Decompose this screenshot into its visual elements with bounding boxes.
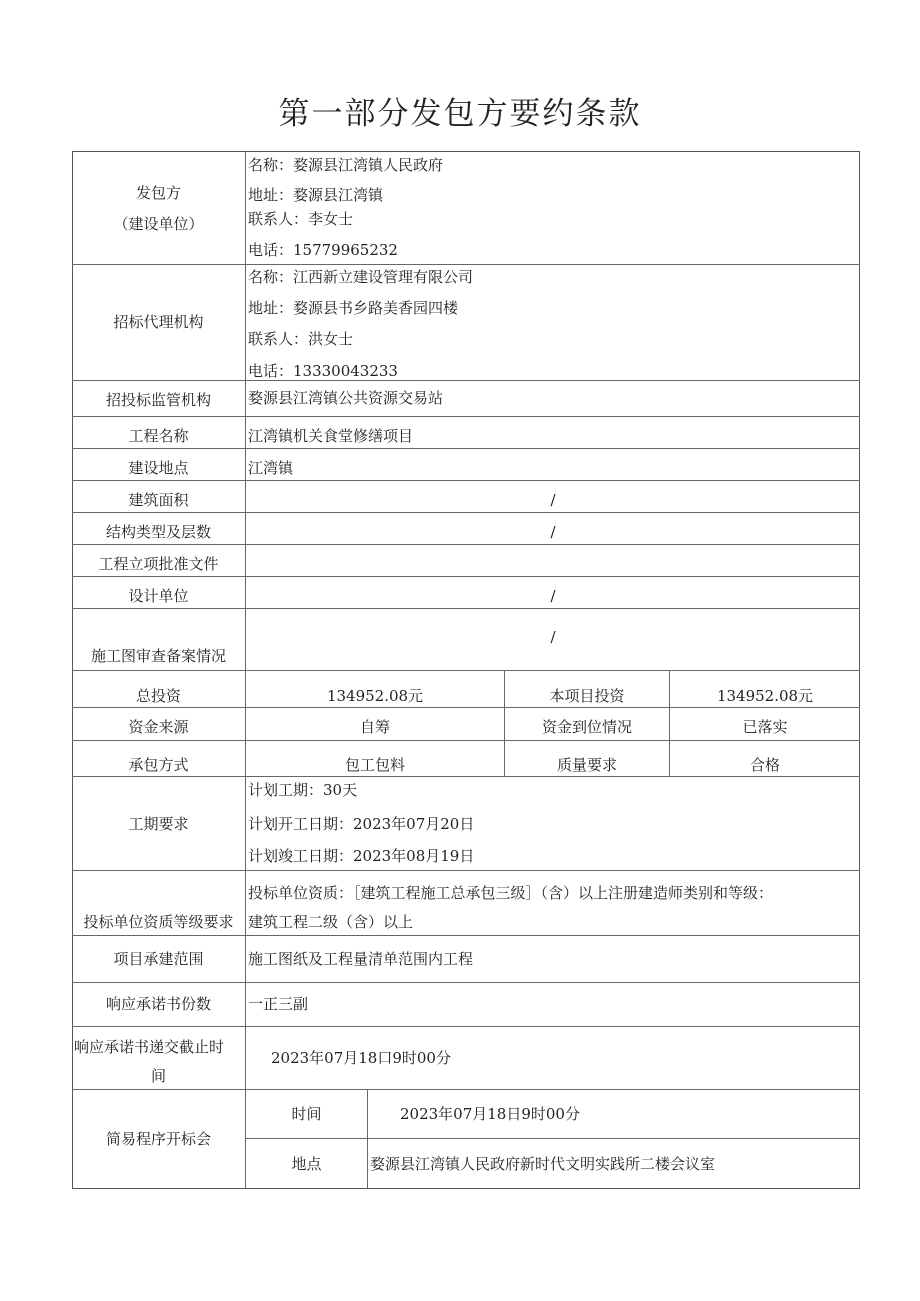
row-divider (72, 264, 860, 265)
copies-label: 响应承诺书份数 (105, 995, 211, 1013)
contract-mode-value: 包工包料 (344, 756, 405, 774)
employer-phone: 电话：15779965232 (248, 241, 398, 259)
employer-label: 发包方 (135, 184, 181, 202)
agency-phone: 电话：13330043233 (248, 362, 398, 380)
quality-value: 合格 (749, 756, 780, 774)
row-divider (72, 576, 860, 577)
funding-status-value: 已落实 (742, 718, 788, 736)
scope-value: 施工图纸及工程量清单范围内工程 (248, 950, 474, 968)
site-value: 江湾镇 (248, 459, 294, 477)
qualification-label: 投标单位资质等级要求 (83, 913, 234, 931)
employer-sublabel: （建设单位） (113, 215, 204, 233)
row-divider (72, 935, 860, 936)
approval-doc-label: 工程立项批准文件 (98, 555, 219, 573)
funding-value: 自筹 (359, 718, 390, 736)
schedule-end: 计划竣工日期：2023年08月19日 (248, 847, 475, 865)
qualification-line1: 投标单位资质：［建筑工程施工总承包三级］（含）以上注册建造师类别和等级： (248, 884, 774, 902)
schedule-duration: 计划工期：30天 (248, 781, 358, 799)
column-divider (367, 1089, 368, 1189)
deadline-label-line2: 间 (150, 1067, 166, 1085)
investment-label: 总投资 (135, 687, 181, 705)
project-name-value: 江湾镇机关食堂修缮项目 (248, 427, 414, 445)
drawing-review-value: / (550, 628, 556, 646)
agency-label: 招标代理机构 (113, 313, 204, 331)
contract-mode-label: 承包方式 (128, 756, 189, 774)
agency-name: 名称：江西新立建设管理有限公司 (248, 268, 474, 286)
copies-value: 一正三副 (248, 995, 309, 1013)
row-divider (72, 776, 860, 777)
scope-label: 项目承建范围 (113, 950, 204, 968)
deadline-label-line1: 响应承诺书递交截止时 (74, 1038, 225, 1056)
row-divider (72, 707, 860, 708)
investment-value: 134952.08元 (326, 687, 424, 705)
opening-place-label: 地点 (291, 1155, 322, 1173)
opening-label: 简易程序开标会 (105, 1130, 211, 1148)
agency-address: 地址：婺源县书乡路美香园四楼 (248, 299, 459, 317)
row-divider (72, 870, 860, 871)
schedule-label: 工期要求 (128, 815, 189, 833)
row-divider (72, 544, 860, 545)
row-divider (72, 1026, 860, 1027)
quality-label: 质量要求 (556, 756, 617, 774)
structure-label: 结构类型及层数 (105, 523, 211, 541)
project-name-label: 工程名称 (128, 427, 189, 445)
row-divider (72, 448, 860, 449)
page-title: 第一部分发包方要约条款 (278, 96, 642, 132)
floor-area-label: 建筑面积 (128, 491, 189, 509)
row-divider (72, 740, 860, 741)
employer-contact: 联系人：李女士 (248, 210, 354, 228)
deadline-value: 2023年07月18口9时00分 (271, 1049, 451, 1067)
schedule-start: 计划开工日期：2023年07月20日 (248, 815, 475, 833)
row-divider (72, 670, 860, 671)
opening-time-label: 时间 (291, 1105, 322, 1123)
column-divider (245, 151, 246, 1189)
row-divider (72, 480, 860, 481)
row-divider (72, 982, 860, 983)
project-investment-label: 本项目投资 (549, 687, 625, 705)
agency-contact: 联系人：洪女士 (248, 330, 354, 348)
designer-value: / (550, 587, 556, 605)
qualification-line2: 建筑工程二级（含）以上 (248, 913, 414, 931)
funding-status-label: 资金到位情况 (541, 718, 632, 736)
row-divider (72, 380, 860, 381)
row-divider (246, 1138, 860, 1139)
project-investment-value: 134952.08元 (716, 687, 814, 705)
funding-label: 资金来源 (128, 718, 189, 736)
designer-label: 设计单位 (128, 587, 189, 605)
employer-address: 地址：婺源县江湾镇 (248, 186, 384, 204)
floor-area-value: / (550, 491, 556, 509)
supervision-value: 婺源县江湾镇公共资源交易站 (248, 389, 444, 407)
row-divider (72, 608, 860, 609)
drawing-review-label: 施工图审查备案情况 (90, 647, 226, 665)
row-divider (72, 416, 860, 417)
row-divider (72, 1089, 860, 1090)
opening-place-value: 婺源县江湾镇人民政府新时代文明实践所二楼会议室 (370, 1155, 716, 1173)
employer-name: 名称：婺源县江湾镇人民政府 (248, 156, 444, 174)
site-label: 建设地点 (128, 459, 189, 477)
row-divider (72, 512, 860, 513)
structure-value: / (550, 523, 556, 541)
opening-time-value: 2023年07月18日9时00分 (400, 1105, 580, 1123)
supervision-label: 招投标监管机构 (105, 391, 211, 409)
